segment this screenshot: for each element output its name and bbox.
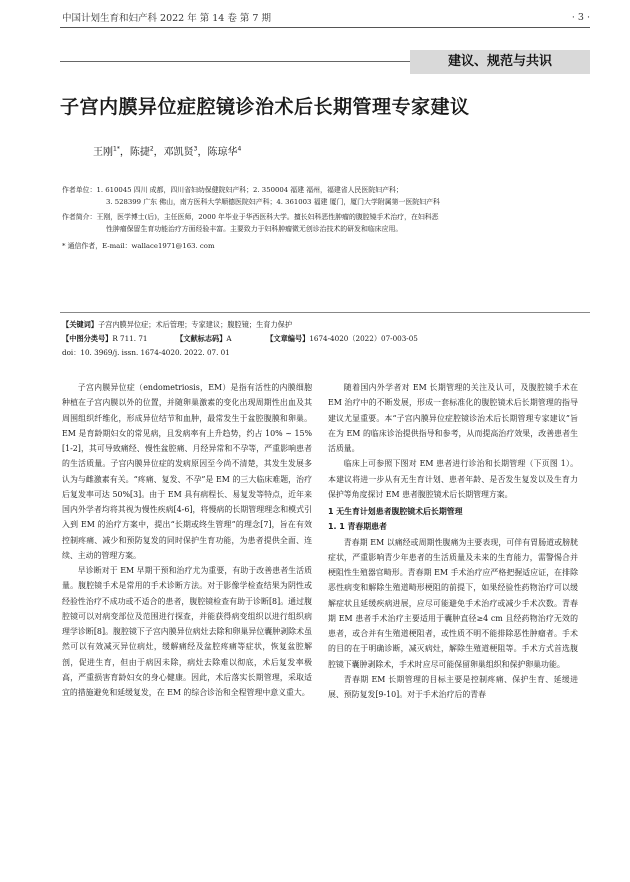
section-tag: 建议、规范与共识 <box>410 50 590 74</box>
running-header: 中国计划生育和妇产科 2022 年 第 14 卷 第 7 期 <box>62 13 271 24</box>
paragraph: 早诊断对于 EM 早期干预和治疗尤为重要，有助于改善患者生活质量。腹腔镜手术是常用的手术诊断方法。对于影像学检查结果为阴性或经验性治疗不成功或不适合的患者，腹腔镜检查有助于诊断[8]。通过腹腔镜可以对病变部位及范围进行探查，并能获得病变组织以进行组织病理学诊断[8]。腹腔镜下子宫内膜异位病灶去除和卵巢异位囊肿剥除术虽然可以有效减灭异位病灶，缓解痛经及盆腔疼痛等症状，恢复盆腔解剖，促进生育，但由于病因未除，病灶去除难以彻底，术后复发率极高，严重损害育龄妇女的身心健康。因此，术后落实长期管理，采取适宜的措施避免和延缓复发，在 EM 的综合诊治和全程管理中意义重大。 <box>62 566 312 697</box>
author-name: 陈捷 <box>129 147 150 158</box>
paragraph: 临床上可参照下图对 EM 患者进行诊治和长期管理（下页图 1）。本建议将进一步从有无生育计划、患者年龄、是否发生复发以及生育力保护等角度探讨 EM 患者腹腔镜术后长期管理方案。 <box>328 459 578 499</box>
author-name: 邓凯贤 <box>163 147 194 158</box>
subsection-heading: 1. 1 青春期患者 <box>328 522 387 532</box>
clc-number: R 711. 71 <box>112 334 148 343</box>
section-heading: 1 无生育计划患者腹腔镜术后长期管理 <box>328 507 463 516</box>
header-rule <box>60 27 590 28</box>
author-bio: 作者简介：王刚，医学博士(后)，主任医师，2000 年毕业于华西医科大学。擅长妇科恶性肿瘤的腹腔镜手术治疗，在妇科恶 <box>62 213 439 221</box>
affiliations-block <box>62 184 587 252</box>
author-name: 陈琼华 <box>207 147 238 158</box>
paragraph: 青春期 EM 以痛经或周期性腹痛为主要表现，可伴有胃肠道或膀胱症状，严重影响青少年患者的生活质量及未来的生育能力，需警惕合并梗阻性生殖器官畸形。青春期 EM 手术治疗应严格把握适应证，在排除恶性病变和解除生殖道畸形梗阻的前提下，如果经验性药物治疗可以缓解症状且延缓疾病进展，应尽可能避免手术治疗或减少手术次数。青春期 EM 患者手术治疗主要适用于囊肿直径≥4 cm 且经药物治疗无效的患者，或合并有生殖道梗阻者，或性质不明不能排除恶性肿瘤者。手术的目的在于明确诊断，减灭病灶，解除生殖道梗阻等。手术方式首选腹腔镜下囊肿剥除术，手术时应尽可能保留卵巢组织和保护卵巢功能。 <box>328 537 578 669</box>
article-number: 1674-4020（2022）07-003-05 <box>309 334 418 343</box>
page-number: · 3 · <box>571 12 590 23</box>
doi: doi：10. 3969/j. issn. 1674-4020. 2022. 07. 01 <box>62 348 230 357</box>
keywords-text: 子宫内膜异位症；术后管理；专家建议；腹腔镜；生育力保护 <box>97 320 293 329</box>
correspondence: * 通信作者，E-mail：wallace1971@163. com <box>62 242 215 250</box>
section-tag-rule <box>60 61 410 62</box>
keywords-label: 【关键词】 <box>62 320 98 329</box>
author-bio: 性肿瘤保留生育功能治疗方面经验丰富。主要致力于妇科肿瘤微无创诊治技术的研发和临床应用。 <box>106 225 403 233</box>
affiliation-line: 作者单位：1. 610045 四川 成都，四川省妇幼保健院妇产科；2. 350004 福建 福州，福建省人民医院妇产科； <box>62 186 403 194</box>
section-tag-bar <box>60 50 590 74</box>
right-column <box>328 380 578 702</box>
article-title: 子宫内膜异位症腔镜诊治术后长期管理专家建议 <box>60 96 470 118</box>
paragraph: 随着国内外学者对 EM 长期管理的关注及认可，及腹腔镜手术在 EM 治疗中的不断发展，形成一套标准化的腹腔镜术后长期管理的指导建议尤显重要。本“子宫内膜异位症腔镜诊治术后长期管理专家建议”旨在为 EM 的临床诊治提供指导和参考，从而提高治疗效果，改善患者生活质量。 <box>328 383 578 453</box>
keywords-block: 【关键词】子宫内膜异位症；术后管理；专家建议；腹腔镜；生育力保护 【中图分类号】R 711. 71 【文献标志码】A 【文章编号】1674-4020（2022）07-003-05 doi：10. 3969/j. issn. 1674-4020. 2022. 07. 01 <box>62 318 587 360</box>
paragraph: 青春期 EM 长期管理的目标主要是控制疼痛、保护生育、延缓进展、预防复发[9-10]。对于手术治疗后的青春 <box>328 674 578 699</box>
author-name: 王刚 <box>93 147 113 158</box>
affiliation-line: 3. 528399 广东 佛山，南方医科大学顺德医院妇产科；4. 361003 福建 厦门，厦门大学附属第一医院妇产科 <box>106 198 440 206</box>
paragraph: 子宫内膜异位症（endometriosis，EM）是指有活性的内膜细胞种植在子宫内膜以外的位置，并随卵巢激素的变化出现周期性出血及其周围组织纤维化，形成异位结节和血肿，最常发生于盆腔腹膜和卵巢。EM 是育龄期妇女的常见病，且发病率有上升趋势，约占 10% ~ 15%[1-2]，其可导致痛经、慢性盆腔痛、月经异常和不孕等，严重影响患者的生活质量。子宫内膜异位症的发病原因至今尚不清楚，其发生发展多认为与雌激素有关。“疼痛、复发、不孕”是 EM 的三大临床难题，治疗后复发率可达 50%[3]。由于 EM 具有病程长、易复发等特点，近年来国内外学者均将其视为慢性疾病[4-6]，将慢病的长期管理理念和模式引入到 EM 的治疗方案中，提出“长期或终生管理”的理念[7]，旨在有效控制疼痛、减少和预防复发的同时保护生育功能，为患者提供全面、连续、主动的管理方案。 <box>62 383 312 560</box>
section-divider <box>60 312 590 313</box>
doc-code: A <box>226 334 232 343</box>
author-list: 王刚$^{1*}$，陈捷$^2$，邓凯贤$^3$，陈琼华$^4$ <box>93 145 242 158</box>
left-column <box>62 380 312 700</box>
